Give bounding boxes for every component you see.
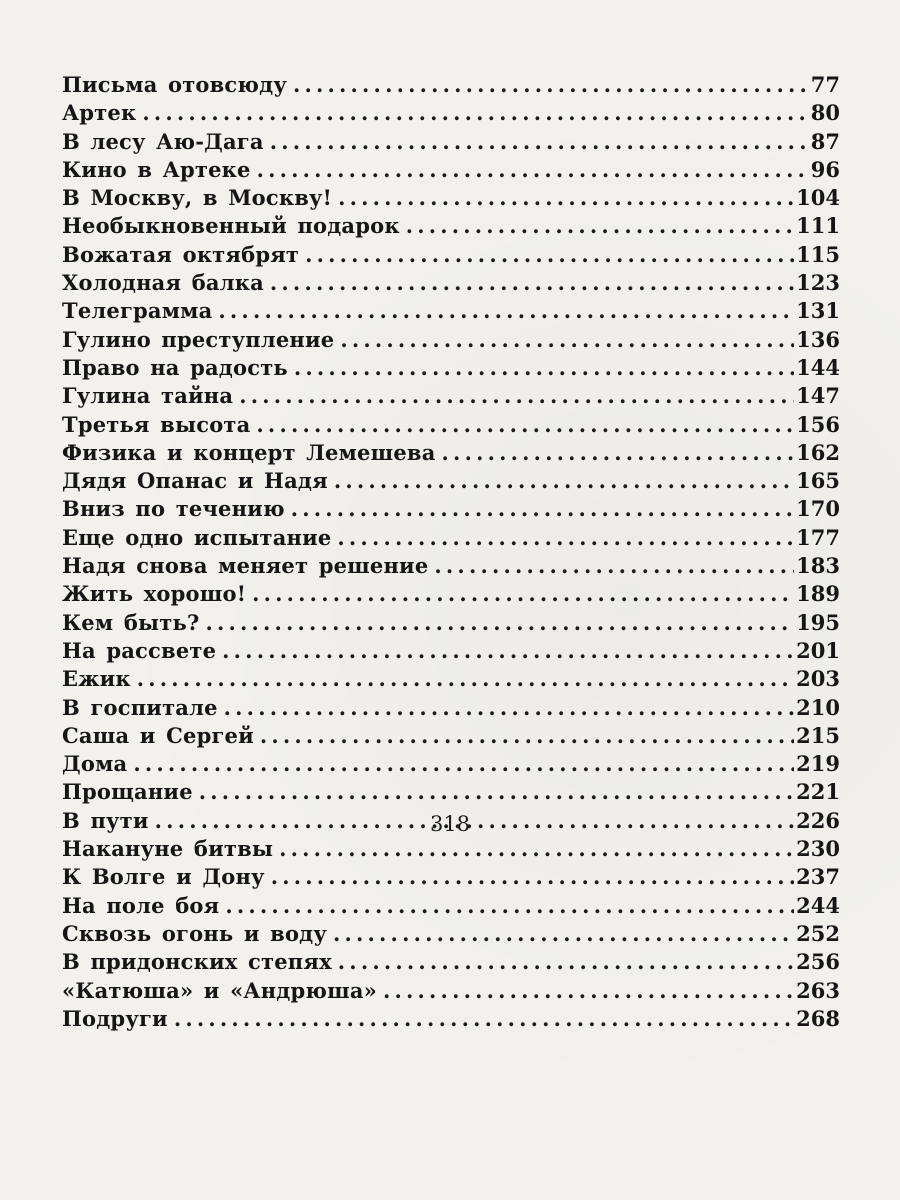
toc-entry-page: 136 [796, 326, 840, 352]
toc-entry-page: 237 [796, 864, 840, 890]
toc-entry [62, 949, 840, 977]
dot-leader [293, 72, 809, 97]
toc-entry [62, 327, 840, 355]
toc-entry-title: К Волге и Дону [62, 864, 265, 890]
toc-entry-page: 147 [796, 383, 840, 409]
toc-entry-title: В Москву, в Москву! [62, 185, 333, 211]
dot-leader [338, 185, 794, 210]
toc-entry-title: Необыкновенный подарок [62, 213, 400, 239]
toc-entry-page: 77 [810, 72, 840, 97]
toc-entry-title: Кино в Артеке [62, 156, 251, 182]
toc-entry [62, 468, 840, 496]
toc-entry-title: Еще одно испытание [62, 524, 332, 550]
dot-leader [383, 978, 794, 1003]
toc-entry-title: В лесу Аю-Дага [62, 128, 264, 154]
toc-entry-title: Прощание [62, 779, 193, 805]
toc-entry-page: 183 [796, 553, 840, 579]
dot-leader [271, 864, 794, 889]
page-number: 318 [429, 812, 471, 836]
toc-entry-page: 156 [796, 411, 840, 437]
toc-entry-page: 210 [796, 694, 840, 720]
toc-entry [62, 836, 840, 864]
toc-entry-page: 226 [796, 807, 840, 833]
table-of-contents [62, 72, 840, 1034]
dot-leader [305, 242, 794, 267]
dot-leader [224, 695, 795, 720]
toc-entry [62, 893, 840, 921]
dot-leader [333, 921, 794, 946]
toc-entry-page: 123 [796, 270, 840, 296]
toc-entry-page: 203 [796, 666, 840, 692]
toc-entry [62, 185, 840, 213]
toc-entry [62, 525, 840, 553]
toc-entry-page: 263 [796, 977, 840, 1003]
dot-leader [133, 751, 794, 776]
dot-leader [225, 893, 794, 918]
toc-entry-title: Подруги [62, 1005, 168, 1031]
toc-entry-title: Надя снова меняет решение [62, 553, 429, 579]
dot-leader [337, 525, 794, 550]
dot-leader [256, 412, 794, 437]
dot-leader [279, 836, 794, 861]
toc-entry-page: 252 [796, 920, 840, 946]
dot-leader [270, 270, 794, 295]
toc-entry-title: Телеграмма [62, 298, 213, 324]
toc-entry-title: В пути [62, 807, 149, 833]
toc-entry-title: Гулина тайна [62, 383, 234, 409]
toc-entry [62, 129, 840, 157]
dot-leader [442, 440, 795, 465]
toc-entry-page: 215 [796, 722, 840, 748]
toc-entry [62, 723, 840, 751]
toc-entry [62, 638, 840, 666]
toc-entry-page: 256 [796, 949, 840, 975]
toc-entry-title: Саша и Сергей [62, 722, 254, 748]
dot-leader [239, 383, 794, 408]
toc-entry-page: 201 [796, 637, 840, 663]
toc-entry-page: 111 [796, 213, 840, 239]
toc-entry-page: 87 [810, 128, 840, 154]
toc-entry [62, 383, 840, 411]
toc-entry-title: На рассвете [62, 637, 217, 663]
toc-entry [62, 242, 840, 270]
toc-entry [62, 921, 840, 949]
toc-entry [62, 496, 840, 524]
toc-entry-page: 195 [796, 609, 840, 635]
toc-entry-page: 177 [796, 524, 840, 550]
toc-entry [62, 270, 840, 298]
toc-entry-title: Ежик [62, 666, 131, 692]
toc-entry-page: 170 [796, 496, 840, 522]
toc-entry-page: 165 [796, 468, 840, 494]
dot-leader [334, 468, 794, 493]
toc-entry [62, 581, 840, 609]
toc-entry-page: 268 [796, 1005, 840, 1031]
toc-entry-title: Кем быть? [62, 609, 200, 635]
dot-leader [294, 355, 794, 380]
toc-entry-title: Сквозь огонь и воду [62, 920, 327, 946]
dot-leader [257, 157, 809, 182]
toc-entry-title: Третья высота [62, 411, 251, 437]
dot-leader [137, 666, 794, 691]
dot-leader [338, 949, 794, 974]
dot-leader [218, 298, 794, 323]
toc-entry-title: Физика и концерт Лемешева [62, 439, 436, 465]
toc-entry [62, 751, 840, 779]
dot-leader [270, 129, 809, 154]
dot-leader [252, 581, 794, 606]
dot-leader [174, 1006, 794, 1031]
toc-entry-title: Вниз по течению [62, 496, 285, 522]
toc-entry-title: Жить хорошо! [62, 581, 247, 607]
toc-entry-title: Артек [62, 100, 137, 126]
dot-leader [260, 723, 794, 748]
toc-entry-title: Дядя Опанас и Надя [62, 468, 328, 494]
dot-leader [142, 100, 808, 125]
toc-entry-title: Накануне битвы [62, 836, 274, 862]
toc-entry [62, 412, 840, 440]
toc-entry-page: 244 [796, 892, 840, 918]
dot-leader [222, 638, 794, 663]
toc-entry-title: В госпитале [62, 694, 218, 720]
toc-entry-title: Право на радость [62, 354, 288, 380]
toc-entry-page: 131 [796, 298, 840, 324]
toc-entry-page: 115 [796, 241, 840, 267]
toc-entry-page: 96 [810, 156, 840, 182]
toc-entry-page: 80 [810, 100, 840, 126]
dot-leader [340, 327, 794, 352]
dot-leader [205, 610, 794, 635]
toc-entry-page: 219 [796, 751, 840, 777]
toc-entry [62, 610, 840, 638]
dot-leader [406, 213, 794, 238]
dot-leader [434, 553, 794, 578]
toc-entry [62, 553, 840, 581]
toc-entry-page: 162 [796, 439, 840, 465]
toc-entry [62, 440, 840, 468]
toc-entry [62, 355, 840, 383]
toc-entry-page: 189 [796, 581, 840, 607]
toc-entry [62, 864, 840, 892]
toc-entry-title: Письма отовсюду [62, 72, 287, 97]
toc-entry [62, 100, 840, 128]
toc-entry-page: 104 [796, 185, 840, 211]
toc-entry-title: Дома [62, 751, 128, 777]
toc-entry [62, 1006, 840, 1034]
toc-entry [62, 779, 840, 807]
toc-entry-title: Холодная балка [62, 270, 264, 296]
toc-entry-title: В придонских степях [62, 949, 332, 975]
dot-leader [291, 496, 794, 521]
toc-entry [62, 157, 840, 185]
toc-entry [62, 72, 840, 100]
toc-entry-title: «Катюша» и «Андрюша» [62, 977, 377, 1003]
toc-entry-page: 144 [796, 354, 840, 380]
toc-entry [62, 695, 840, 723]
toc-entry [62, 298, 840, 326]
dot-leader [199, 779, 794, 804]
toc-entry-page: 221 [796, 779, 840, 805]
toc-entry-title: На поле боя [62, 892, 220, 918]
toc-entry-title: Гулино преступление [62, 326, 335, 352]
toc-entry-title: Вожатая октябрят [62, 241, 300, 267]
toc-entry [62, 213, 840, 241]
toc-entry-page: 230 [796, 836, 840, 862]
toc-entry [62, 666, 840, 694]
toc-entry [62, 978, 840, 1006]
